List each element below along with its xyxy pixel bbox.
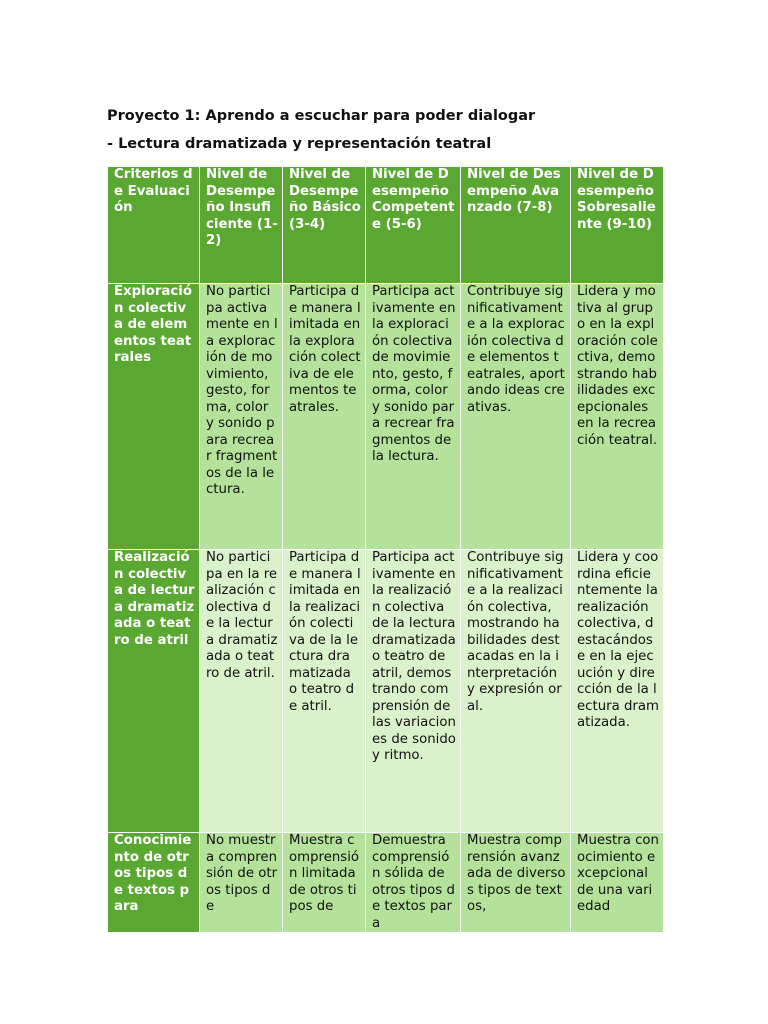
column-header-competent: Nivel de Desempeño Competente (5-6) (366, 167, 461, 284)
table-cell: Participa activamente en la realización colectiva de la lectura dramatizada o teatro de atril, demostrando comprensión de las variaciones de sonido y ritmo. (366, 550, 461, 833)
table-cell: Contribuye significativamente a la realización colectiva, mostrando habilidades destacadas en la interpretación y expresión oral. (461, 550, 571, 833)
column-header-outstanding: Nivel de Desempeño Sobresaliente (9-10) (571, 167, 664, 284)
table-row (108, 284, 664, 550)
table-cell: No muestra comprensión de otros tipos de (200, 833, 283, 933)
row-criterion: Exploración colectiva de elementos teatrales (108, 284, 200, 550)
table-cell: Demuestra comprensión sólida de otros tipos de textos para (366, 833, 461, 933)
table-cell: Lidera y motiva al grupo en la exploración colectiva, demostrando habilidades excepcionales en la recreación teatral. (571, 284, 664, 550)
table-cell: Participa activamente en la exploración colectiva de movimiento, gesto, forma, color y sonido para recrear fragmentos de la lectura. (366, 284, 461, 550)
rubric-table (107, 166, 663, 932)
column-header-criteria: Criterios de Evaluación (108, 167, 200, 284)
table-header-row (108, 167, 664, 284)
column-header-basic: Nivel de Desempeño Básico (3-4) (283, 167, 366, 284)
row-criterion: Conocimiento de otros tipos de textos para (108, 833, 200, 933)
row-criterion: Realización colectiva de lectura dramatizada o teatro de atril (108, 550, 200, 833)
document-title: Proyecto 1: Aprendo a escuchar para poder dialogar (107, 108, 536, 124)
table-cell: Participa de manera limitada en la exploración colectiva de elementos teatrales. (283, 284, 366, 550)
table-cell: Contribuye significativamente a la exploración colectiva de elementos teatrales, aportando ideas creativas. (461, 284, 571, 550)
rubric-table-container (107, 166, 663, 932)
table-cell: Muestra conocimiento excepcional de una variedad (571, 833, 664, 933)
document-subtitle: - Lectura dramatizada y representación teatral (107, 136, 492, 152)
table-cell: Lidera y coordina eficientemente la realización colectiva, destacándose en la ejecución y dirección de la lectura dramatizada. (571, 550, 664, 833)
table-row (108, 833, 664, 933)
table-cell: Muestra comprensión avanzada de diversos tipos de textos, (461, 833, 571, 933)
column-header-insufficient: Nivel de Desempeño Insuficiente (1-2) (200, 167, 283, 284)
table-cell: Participa de manera limitada en la realización colectiva de la lectura dramatizada o teatro de atril. (283, 550, 366, 833)
table-cell: No participa activamente en la exploración de movimiento, gesto, forma, color y sonido para recrear fragmentos de la lectura. (200, 284, 283, 550)
table-cell: Muestra comprensión limitada de otros tipos de (283, 833, 366, 933)
table-cell: No participa en la realización colectiva de la lectura dramatizada o teatro de atril. (200, 550, 283, 833)
table-row (108, 550, 664, 833)
column-header-advanced: Nivel de Desempeño Avanzado (7-8) (461, 167, 571, 284)
